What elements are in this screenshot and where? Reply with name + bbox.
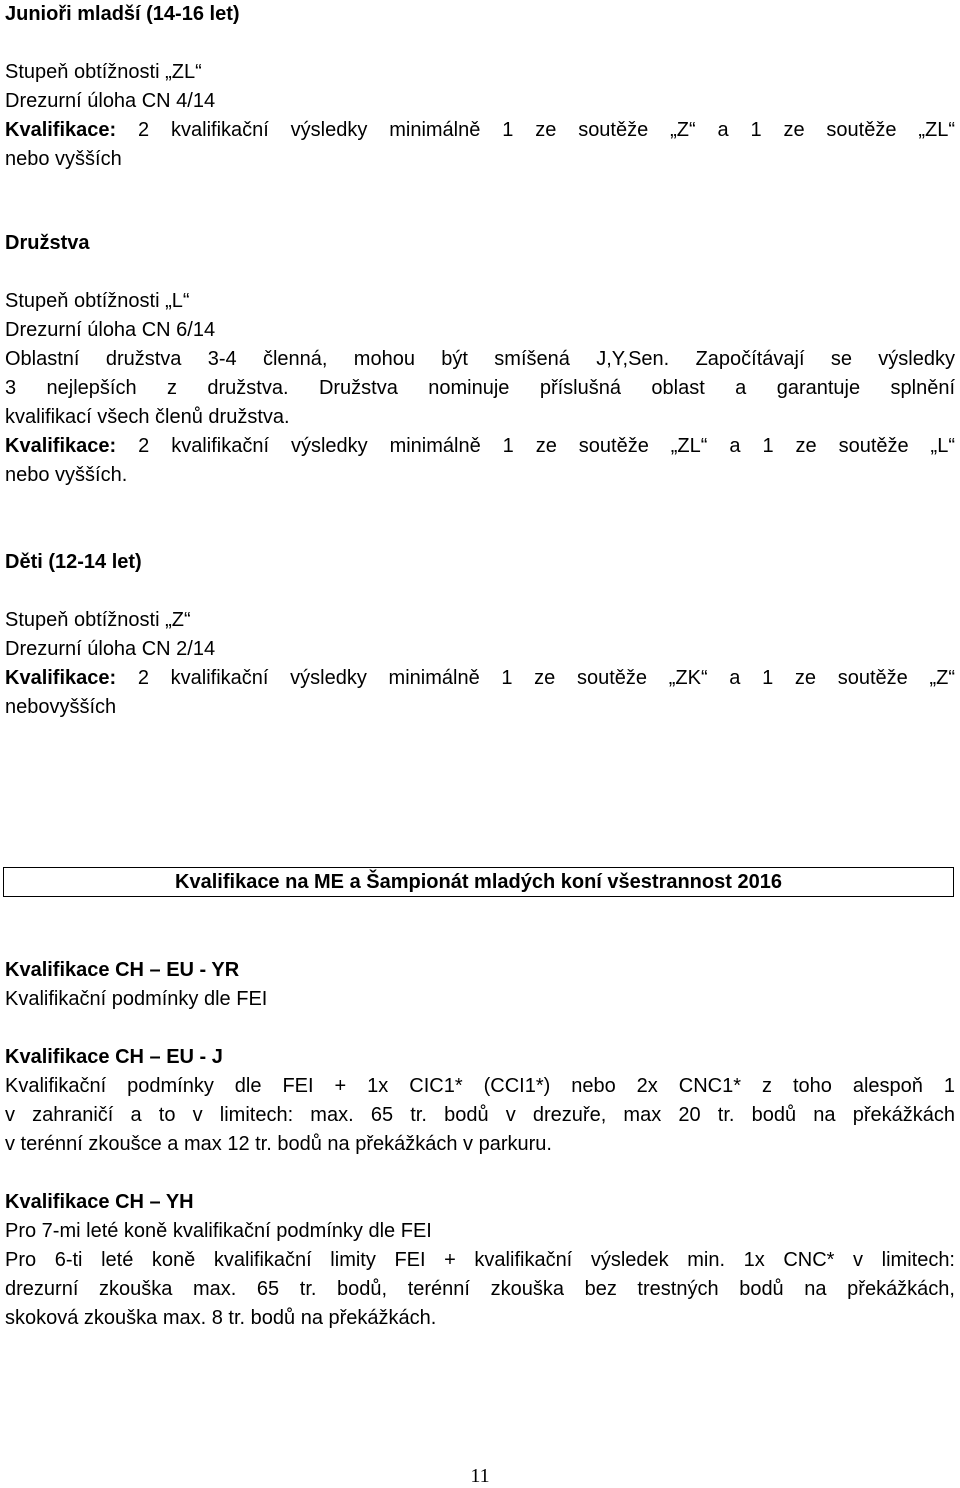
- difficulty-level: Stupeň obtížnosti „ZL“: [5, 61, 202, 83]
- section-heading: Junioři mladší (14-16 let): [5, 3, 240, 25]
- qualification-line: Kvalifikace: 2 kvalifikační výsledky minimálně 1 ze soutěže „Z“ a 1 ze soutěže „ZL“: [5, 119, 955, 141]
- qualification-end: nebo vyšších: [5, 148, 122, 170]
- section-yh: [5, 1188, 955, 1333]
- section-line-2: Pro 6-ti leté koně kvalifikační limity FEI + kvalifikační výsledek min. 1x CNC* v limitech:: [5, 1249, 955, 1271]
- dressage-task: Drezurní úloha CN 4/14: [5, 90, 216, 112]
- qualification-end: nebovyšších: [5, 696, 117, 718]
- qualification-line: Kvalifikace: 2 kvalifikační výsledky minimálně 1 ze soutěže „ZL“ a 1 ze soutěže „L“: [5, 435, 956, 457]
- difficulty-level: Stupeň obtížnosti „L“: [5, 290, 190, 312]
- section-heading: Kvalifikace CH – EU - YR: [5, 959, 240, 981]
- page-number: 11: [470, 1465, 490, 1487]
- section-line-3: v terénní zkoušce a max 12 tr. bodů na překážkách v parkuru.: [5, 1133, 552, 1155]
- section-line-1: Pro 7-mi leté koně kvalifikační podmínky dle FEI: [5, 1220, 432, 1242]
- dressage-task: Drezurní úloha CN 2/14: [5, 638, 216, 660]
- section-yr: [5, 956, 955, 1014]
- description-line-1: Oblastní družstva 3-4 členná, mohou být smíšená J,Y,Sen. Započítávají se výsledky: [5, 348, 955, 370]
- section-text: Kvalifikační podmínky dle FEI: [5, 988, 268, 1010]
- section-heading: Družstva: [5, 232, 90, 254]
- section-line-1: Kvalifikační podmínky dle FEI + 1x CIC1* (CCI1*) nebo 2x CNC1* z toho alespoň 1: [5, 1075, 955, 1097]
- qualification-end: nebo vyšších.: [5, 464, 128, 486]
- section-line-2: v zahraničí a to v limitech: max. 65 tr. bodů v drezuře, max 20 tr. bodů na překážkách: [5, 1104, 955, 1126]
- section-line-3: drezurní zkouška max. 65 tr. bodů, terénní zkouška bez trestných bodů na překážkách,: [5, 1278, 955, 1300]
- section-heading: Kvalifikace CH – YH: [5, 1191, 194, 1213]
- section-heading: Kvalifikace CH – EU - J: [5, 1046, 223, 1068]
- section-teams: [5, 229, 955, 490]
- section-juniors: [5, 0, 955, 174]
- section-j: [5, 1043, 955, 1159]
- difficulty-level: Stupeň obtížnosti „Z“: [5, 609, 191, 631]
- qualification-line: Kvalifikace: 2 kvalifikační výsledky minimálně 1 ze soutěže „ZK“ a 1 ze soutěže „Z“: [5, 667, 955, 689]
- dressage-task: Drezurní úloha CN 6/14: [5, 319, 216, 341]
- description-line-3: kvalifikací všech členů družstva.: [5, 406, 290, 428]
- section-children: [5, 548, 955, 722]
- section-heading: Děti (12-14 let): [5, 551, 142, 573]
- description-line-2: 3 nejlepších z družstva. Družstva nominuje příslušná oblast a garantuje splnění: [5, 377, 955, 399]
- boxed-title: Kvalifikace na ME a Šampionát mladých koní všestrannost 2016: [3, 867, 954, 897]
- section-line-4: skoková zkouška max. 8 tr. bodů na překážkách.: [5, 1307, 437, 1329]
